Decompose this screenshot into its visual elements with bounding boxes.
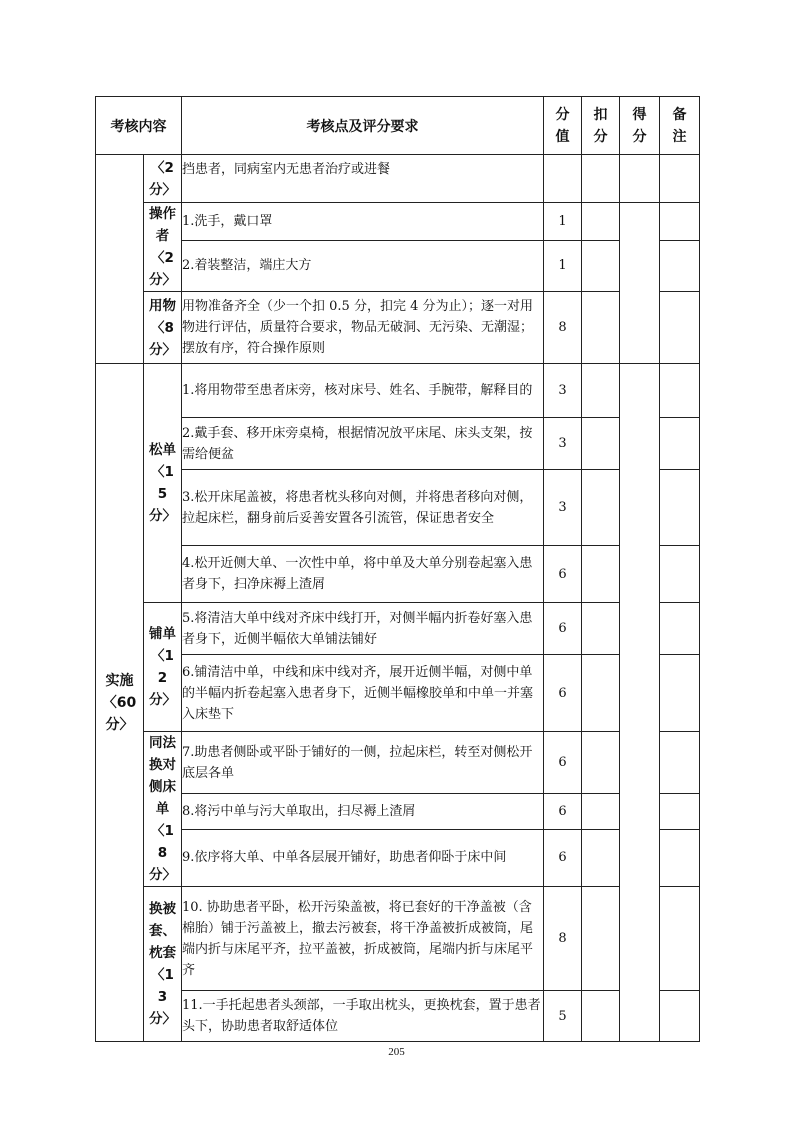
deduct-cell	[582, 794, 620, 830]
remark-cell	[660, 732, 700, 794]
table-row	[96, 418, 700, 470]
criteria-text: 9.依序将大单、中单各层展开铺好，助患者仰卧于床中间	[182, 829, 544, 886]
deduct-cell	[582, 203, 620, 241]
deduct-cell	[582, 829, 620, 886]
table-row	[96, 887, 700, 991]
section-env: 〈2分〉	[144, 155, 182, 203]
header-row	[96, 97, 700, 155]
criteria-text: 挡患者，同病室内无患者治疗或进餐	[182, 155, 544, 203]
criteria-text: 4.松开近侧大单、一次性中单，将中单及大单分别卷起塞入患者身下，扫净床褥上渣屑	[182, 546, 544, 603]
criteria-text: 10. 协助患者平卧，松开污染盖被，将已套好的干净盖被（含棉胎）铺于污盖被上，撤去污被套，将干净盖被折成被筒，尾端内折与床尾平齐，拉平盖被，折成被筒，尾端内折与床尾平齐	[182, 887, 544, 991]
remark-cell	[660, 470, 700, 546]
remark-cell	[660, 603, 700, 655]
remark-cell	[660, 292, 700, 364]
score-value: 6	[544, 603, 582, 655]
criteria-text: 5.将清洁大单中线对齐床中线打开，对侧半幅内折卷好塞入患者身下，近侧半幅依大单铺法铺好	[182, 603, 544, 655]
table-row	[96, 546, 700, 603]
score-value: 6	[544, 546, 582, 603]
obtained-cell	[620, 203, 660, 364]
score-value: 5	[544, 991, 582, 1042]
deduct-cell	[582, 991, 620, 1042]
deduct-cell	[582, 292, 620, 364]
criteria-text: 8.将污中单与污大单取出，扫尽褥上渣屑	[182, 794, 544, 830]
criteria-text: 2.戴手套、移开床旁桌椅，根据情况放平床尾、床头支架，按需给便盆	[182, 418, 544, 470]
deduct-cell	[582, 546, 620, 603]
criteria-text: 1.将用物带至患者床旁，核对床号、姓名、手腕带，解释目的	[182, 364, 544, 418]
criteria-text: 7.助患者侧卧或平卧于铺好的一侧，拉起床栏，转至对侧松开底层各单	[182, 732, 544, 794]
deduct-cell	[582, 240, 620, 291]
remark-cell	[660, 240, 700, 291]
deduct-cell	[582, 732, 620, 794]
criteria-text: 2.着装整洁，端庄大方	[182, 240, 544, 291]
deduct-cell	[582, 418, 620, 470]
score-value: 8	[544, 292, 582, 364]
header-criteria: 考核点及评分要求	[182, 97, 544, 155]
table-row	[96, 155, 700, 203]
section-lay: 铺单〈12分〉	[144, 603, 182, 732]
assessment-table	[95, 96, 700, 1042]
table-row	[96, 794, 700, 830]
score-value: 6	[544, 829, 582, 886]
deduct-cell	[582, 655, 620, 732]
remark-cell	[660, 155, 700, 203]
section-loosen: 松单〈15分〉	[144, 364, 182, 603]
table-row	[96, 603, 700, 655]
score-value: 6	[544, 794, 582, 830]
header-deduct: 扣分	[582, 97, 620, 155]
section-operator: 操作者〈2分〉	[144, 203, 182, 292]
page-number: 205	[388, 1046, 405, 1058]
score-value	[544, 155, 582, 203]
table-row	[96, 991, 700, 1042]
score-value: 6	[544, 732, 582, 794]
category-implement: 实施〈60分〉	[96, 364, 144, 1042]
table-row	[96, 829, 700, 886]
header-obtained: 得分	[620, 97, 660, 155]
section-change-cover: 换被套、枕套〈13分〉	[144, 887, 182, 1042]
remark-cell	[660, 829, 700, 886]
deduct-cell	[582, 364, 620, 418]
deduct-cell	[582, 887, 620, 991]
score-value: 3	[544, 418, 582, 470]
category-prep	[96, 155, 144, 364]
criteria-text: 3.松开床尾盖被，将患者枕头移向对侧，并将患者移向对侧，拉起床栏，翻身前后妥善安置各引流管，保证患者安全	[182, 470, 544, 546]
score-value: 3	[544, 364, 582, 418]
section-other-side: 同法换对侧床单〈18分〉	[144, 732, 182, 887]
remark-cell	[660, 546, 700, 603]
remark-cell	[660, 655, 700, 732]
header-score: 分值	[544, 97, 582, 155]
remark-cell	[660, 794, 700, 830]
section-supplies: 用物〈8分〉	[144, 292, 182, 364]
score-value: 6	[544, 655, 582, 732]
score-value: 8	[544, 887, 582, 991]
score-value: 1	[544, 203, 582, 241]
obtained-cell	[620, 155, 660, 203]
remark-cell	[660, 418, 700, 470]
criteria-text: 用物准备齐全（少一个扣 0.5 分，扣完 4 分为止）；逐一对用物进行评估，质量符合要求，物品无破洞、无污染、无潮湿；摆放有序，符合操作原则	[182, 292, 544, 364]
table-row	[96, 655, 700, 732]
table-row	[96, 470, 700, 546]
header-content: 考核内容	[96, 97, 182, 155]
criteria-text: 11.一手托起患者头颈部，一手取出枕头，更换枕套，置于患者头下，协助患者取舒适体位	[182, 991, 544, 1042]
score-value: 3	[544, 470, 582, 546]
obtained-cell	[620, 364, 660, 1042]
remark-cell	[660, 203, 700, 241]
score-value: 1	[544, 240, 582, 291]
deduct-cell	[582, 155, 620, 203]
criteria-text: 6.铺清洁中单，中线和床中线对齐，展开近侧半幅，对侧中单的半幅内折卷起塞入患者身下，近侧半幅橡胶单和中单一并塞入床垫下	[182, 655, 544, 732]
table-row	[96, 364, 700, 418]
table-row	[96, 203, 700, 241]
header-remark: 备注	[660, 97, 700, 155]
table-row	[96, 732, 700, 794]
remark-cell	[660, 364, 700, 418]
deduct-cell	[582, 470, 620, 546]
deduct-cell	[582, 603, 620, 655]
criteria-text: 1.洗手，戴口罩	[182, 203, 544, 241]
remark-cell	[660, 887, 700, 991]
table-row	[96, 292, 700, 364]
remark-cell	[660, 991, 700, 1042]
table-row	[96, 240, 700, 291]
